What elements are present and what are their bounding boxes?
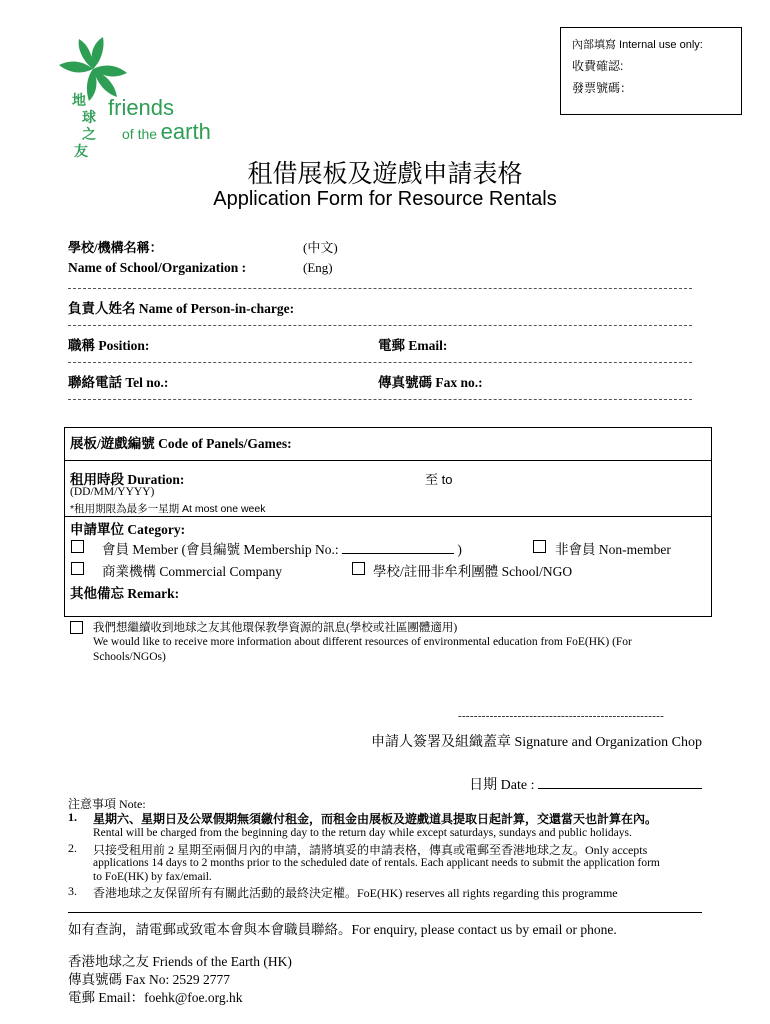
rental-details-box xyxy=(64,427,712,617)
internal-use-title: 內部填寫 Internal use only: xyxy=(572,39,703,51)
divider xyxy=(68,912,702,913)
contact-fax: 傳真號碼 Fax No: 2529 2777 xyxy=(68,972,230,987)
invoice-number-label: 發票號碼： xyxy=(572,81,633,95)
school-name-en-suffix: (Eng) xyxy=(303,260,333,275)
date-format-hint: (DD/MM/YYYY) xyxy=(70,486,155,498)
logo-char-1: 地 xyxy=(72,94,86,109)
internal-use-box xyxy=(560,27,742,115)
school-name-zh-label: 學校/機構名稱： xyxy=(68,240,163,255)
divider xyxy=(68,325,692,326)
date-blank[interactable] xyxy=(538,776,702,789)
divider xyxy=(68,399,692,400)
date-label: 日期 Date : xyxy=(469,778,535,793)
note-2-en: applications 14 days to 2 months prior to the scheduled date of rentals. Each applicant needs to submit the application form to FoE(HK) by fax/email. xyxy=(93,857,660,883)
logo-earth: earth xyxy=(160,119,211,144)
membership-no-blank[interactable] xyxy=(342,541,454,554)
form-title-zh: 租借展板及遊戲申請表格 xyxy=(247,161,523,188)
divider xyxy=(65,460,711,461)
note-1-en: Rental will be charged from the beginning day to the return day while except saturdays, sundays and public holidays. xyxy=(93,827,632,839)
form-title-en: Application Form for Resource Rentals xyxy=(213,188,557,210)
school-name-en-label: Name of School/Organization : xyxy=(68,260,247,275)
note-2-zh: 只接受租用前 2 星期至兩個月內的申請，請將填妥的申請表格，傳真或電郵至香港地球之友。Only accepts xyxy=(93,843,648,857)
contact-org: 香港地球之友 Friends of the Earth (HK) xyxy=(68,954,292,969)
code-label: 展板/遊戲編號 Code of Panels/Games: xyxy=(70,436,292,451)
duration-label: 租用時段 Duration: xyxy=(70,472,185,487)
member-checkbox[interactable] xyxy=(71,540,84,553)
remark-label: 其他備忘 Remark: xyxy=(70,586,180,601)
contact-email: 電郵 Email：foehk@foe.org.hk xyxy=(68,990,243,1005)
subscribe-text-zh: 我們想繼續收到地球之友其他環保教學資源的訊息(學校或社區團體適用) xyxy=(93,622,458,634)
non-member-checkbox[interactable] xyxy=(533,540,546,553)
subscribe-text-en: We would like to receive more information about different resources of environmental education from FoE(HK) (For Schools/NGOs) xyxy=(93,636,632,663)
subscribe-checkbox[interactable] xyxy=(70,621,83,634)
period-note: *租用期限為最多一星期 At most one week xyxy=(70,503,266,515)
note-3-zh: 香港地球之友保留所有有關此活動的最終決定權。FoE(HK) reserves all rights regarding this programme xyxy=(93,886,618,900)
divider xyxy=(68,362,692,363)
foe-logo xyxy=(50,35,220,160)
commercial-checkbox[interactable] xyxy=(71,562,84,575)
school-ngo-label: 學校/註冊非牟利團體 School/NGO xyxy=(373,564,573,579)
commercial-label: 商業機構 Commercial Company xyxy=(102,564,282,579)
logo-char-3: 之 xyxy=(82,128,96,143)
enquiry-text: 如有查詢，請電郵或致電本會與本會職員聯絡。For enquiry, please contact us by email or phone. xyxy=(68,922,617,937)
logo-of-the: of the xyxy=(122,126,158,142)
email-label: 電郵 Email: xyxy=(378,338,448,353)
member-close-paren: ) xyxy=(457,542,462,557)
position-label: 職稱 Position: xyxy=(68,338,150,353)
signature-line[interactable]: ---------------------------------------------------- xyxy=(458,710,665,722)
notes-title: 注意事項 Note: xyxy=(68,797,146,811)
school-ngo-checkbox[interactable] xyxy=(352,562,365,575)
duration-to-label: 至 to xyxy=(425,472,453,487)
school-name-zh-suffix: (中文) xyxy=(303,240,338,255)
tel-label: 聯絡電話 Tel no.: xyxy=(68,375,169,390)
logo-char-2: 球 xyxy=(82,111,96,126)
signature-label: 申請人簽署及組織蓋章 Signature and Organization Chop xyxy=(370,735,702,750)
divider xyxy=(68,288,692,289)
logo-char-4: 友 xyxy=(74,145,88,160)
logo-friends: friends xyxy=(108,95,175,120)
fax-label: 傳真號碼 Fax no.: xyxy=(378,375,483,390)
non-member-label: 非會員 Non-member xyxy=(555,542,671,557)
category-label: 申請單位 Category: xyxy=(70,522,186,537)
member-label: 會員 Member (會員編號 Membership No.: xyxy=(102,542,339,557)
note-1-zh: 星期六、星期日及公眾假期無須繳付租金，而租金由展板及遊戲道具提取日起計算，交還當天也計算在內。 xyxy=(93,812,658,826)
person-in-charge-label: 負責人姓名 Name of Person-in-charge: xyxy=(68,301,295,316)
divider xyxy=(65,516,711,517)
receipt-confirm-label: 收費確認: xyxy=(572,59,624,73)
